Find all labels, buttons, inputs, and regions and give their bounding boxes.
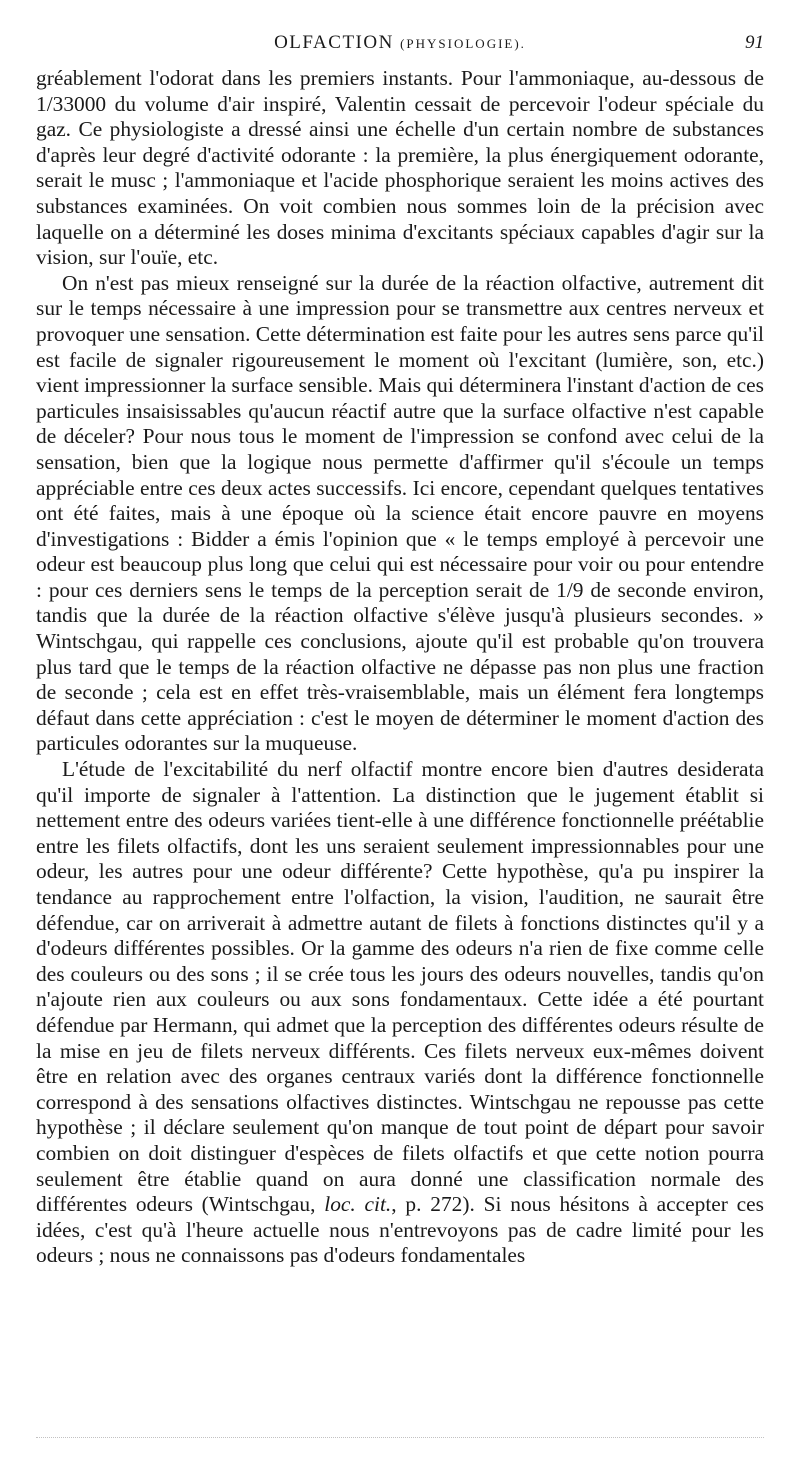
running-title [36,32,764,54]
paragraph-3-text-a: L'étude de l'excitabilité du nerf olfactif montre encore bien d'autres desiderata qu'il importe de signaler à l'attention. La distinction que le jugement établit si nettement entre des odeurs variées tient-elle à une différence fonctionnelle préétablie entre les filets olfactifs, dont les uns seraient seulement impressionnables pour une odeur, les autres pour une odeur différente? Cette hypothèse, qu'a pu inspirer la tendance au rapprochement entre l'olfaction, la vision, l'audition, ne saurait être défendue, car on arriverait à admettre autant de filets à fonctions distinctes qu'il y a d'odeurs différentes possibles. Or la gamme des odeurs n'a rien de fixe comme celle des couleurs ou des sons ; il se crée tous les jours des odeurs nouvelles, tandis qu'on n'ajoute rien aux couleurs ou aux sons fondamentaux. Cette idée a été pourtant défendue par Hermann, qui admet que la perception des différentes odeurs résulte de la mise en jeu de filets nerveux différents. Ces filets nerveux eux-mêmes doivent être en relation avec des organes centraux variés dont la différence fonctionnelle correspond à des sensations olfactives distinctes. Wintschgau ne repousse pas cette hypothèse ; il déclare seulement qu'on manque de tout point de départ pour savoir combien on doit distinguer d'espèces de filets olfactifs et que cette notion pourra seulement être établie quand on aura donné une classification normale des différentes odeurs (Wintschgau, [36,757,764,1217]
running-title-main: OLFACTION [274,32,394,53]
paragraph-1: gréablement l'odorat dans les premiers instants. Pour l'ammoniaque, au-dessous de 1/33000 du volume d'air inspiré, Valentin cessait de percevoir l'odeur spéciale du gaz. Ce physiologiste a dressé ainsi une échelle d'un certain nombre de substances d'après leur degré d'activité odorante : la première, la plus énergiquement odorante, serait le musc ; l'ammoniaque et l'acide phosphorique seraient les moins actives des substances examinées. On voit combien nous sommes loin de la précision avec laquelle on a déterminé les doses minima d'excitants spéciaux capables d'agir sur la vision, sur l'ouïe, etc. [36,66,764,270]
citation-italic: loc. cit. [324,1192,392,1217]
scan-artifact-line [36,1437,764,1440]
page-number: 91 [745,32,764,53]
body-text [36,66,764,1269]
paragraph-3-text-b: , p. 272). Si nous hésitons à accepter ces idées, c'est qu'à l'heure actuelle nous n'entrevoyons pas de cadre limité pour les odeurs ; nous ne connaissons pas d'odeurs fondamentales [36,1192,764,1268]
running-title-subtitle: (PHYSIOLOGIE). [400,36,526,51]
paragraph-2: On n'est pas mieux renseigné sur la durée de la réaction olfactive, autrement dit sur le temps nécessaire à une impression pour se transmettre aux centres nerveux et provoquer une sensation. Cette détermination est faite pour les autres sens parce qu'il est facile de signaler rigoureusement le moment où l'excitant (lumière, son, etc.) vient impressionner la surface sensible. Mais qui déterminera l'instant d'action de ces particules insaisissables qu'aucun réactif autre que la surface olfactive n'est capable de déceler? Pour nous tous le moment de l'impression se confond avec celui de la sensation, bien que la logique nous permette d'affirmer qu'il s'écoule un temps appréciable entre ces deux actes successifs. Ici encore, cependant quelques tentatives ont été faites, mais à une époque où la science était encore pauvre en moyens d'investigations : Bidder a émis l'opinion que « le temps employé à percevoir une odeur est beaucoup plus long que celui qui est nécessaire pour voir ou pour entendre : pour ces derniers sens le temps de la perception serait de 1/9 de seconde environ, tandis que la durée de la réaction olfactive s'élève jusqu'à plusieurs secondes. » Wintschgau, qui rappelle ces conclusions, ajoute qu'il est probable qu'on trouvera plus tard que le temps de la réaction olfactive ne dépasse pas non plus une fraction de seconde ; cela est en effet très-vraisemblable, mais un élément fera longtemps défaut dans cette appréciation : c'est le moyen de déterminer le moment d'action des particules odorantes sur la muqueuse. [36,270,764,756]
book-page [36,32,764,1269]
paragraph-3 [36,757,764,1269]
running-head [36,32,764,66]
